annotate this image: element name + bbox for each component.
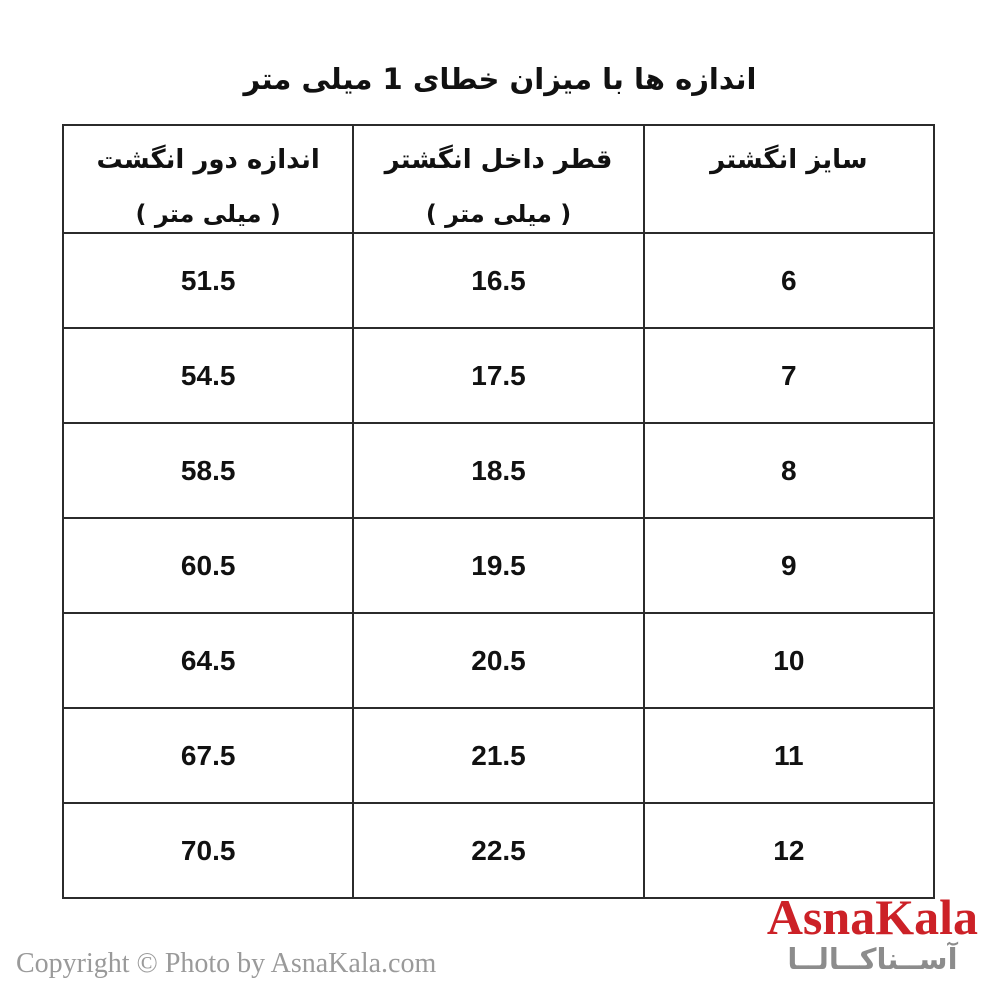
cell-ring-size: 11 bbox=[644, 708, 934, 803]
header-row bbox=[63, 125, 934, 233]
header-ring-size-label: سایز انگشتر bbox=[710, 145, 868, 175]
cell-inner-diameter: 22.5 bbox=[353, 803, 643, 898]
table-row bbox=[63, 518, 934, 613]
cell-circumference: 58.5 bbox=[63, 423, 353, 518]
header-circumference-unit: ( میلی متر ) bbox=[135, 200, 281, 228]
cell-inner-diameter: 16.5 bbox=[353, 233, 643, 328]
asnakala-logo-persian: آســناکــالــا bbox=[787, 942, 958, 976]
asnakala-logo bbox=[766, 889, 978, 977]
cell-circumference: 70.5 bbox=[63, 803, 353, 898]
cell-inner-diameter: 19.5 bbox=[353, 518, 643, 613]
cell-ring-size: 12 bbox=[644, 803, 934, 898]
cell-inner-diameter: 20.5 bbox=[353, 613, 643, 708]
table-row bbox=[63, 423, 934, 518]
cell-ring-size: 8 bbox=[644, 423, 934, 518]
cell-circumference: 54.5 bbox=[63, 328, 353, 423]
asnakala-logo-latin: AsnaKala bbox=[766, 889, 978, 945]
cell-inner-diameter: 18.5 bbox=[353, 423, 643, 518]
header-circumference-label: اندازه دور انگشت bbox=[96, 145, 320, 175]
cell-circumference: 67.5 bbox=[63, 708, 353, 803]
cell-ring-size: 9 bbox=[644, 518, 934, 613]
table-row bbox=[63, 613, 934, 708]
cell-inner-diameter: 17.5 bbox=[353, 328, 643, 423]
table-row bbox=[63, 328, 934, 423]
cell-circumference: 51.5 bbox=[63, 233, 353, 328]
header-inner-diameter bbox=[353, 125, 643, 233]
cell-circumference: 64.5 bbox=[63, 613, 353, 708]
cell-ring-size: 7 bbox=[644, 328, 934, 423]
table-header bbox=[63, 125, 934, 233]
cell-circumference: 60.5 bbox=[63, 518, 353, 613]
table-body bbox=[63, 233, 934, 898]
ring-size-table bbox=[62, 124, 935, 899]
cell-ring-size: 10 bbox=[644, 613, 934, 708]
header-inner-diameter-label: قطر داخل انگشتر bbox=[384, 145, 613, 175]
table-row bbox=[63, 803, 934, 898]
cell-inner-diameter: 21.5 bbox=[353, 708, 643, 803]
header-ring-size bbox=[644, 125, 934, 233]
page-title: اندازه ها با میزان خطای 1 میلی متر bbox=[243, 62, 757, 96]
cell-ring-size: 6 bbox=[644, 233, 934, 328]
header-inner-diameter-unit: ( میلی متر ) bbox=[425, 200, 572, 228]
table-row bbox=[63, 233, 934, 328]
copyright-text: Copyright © Photo by AsnaKala.com bbox=[16, 948, 437, 979]
table-row bbox=[63, 708, 934, 803]
header-circumference bbox=[63, 125, 353, 233]
